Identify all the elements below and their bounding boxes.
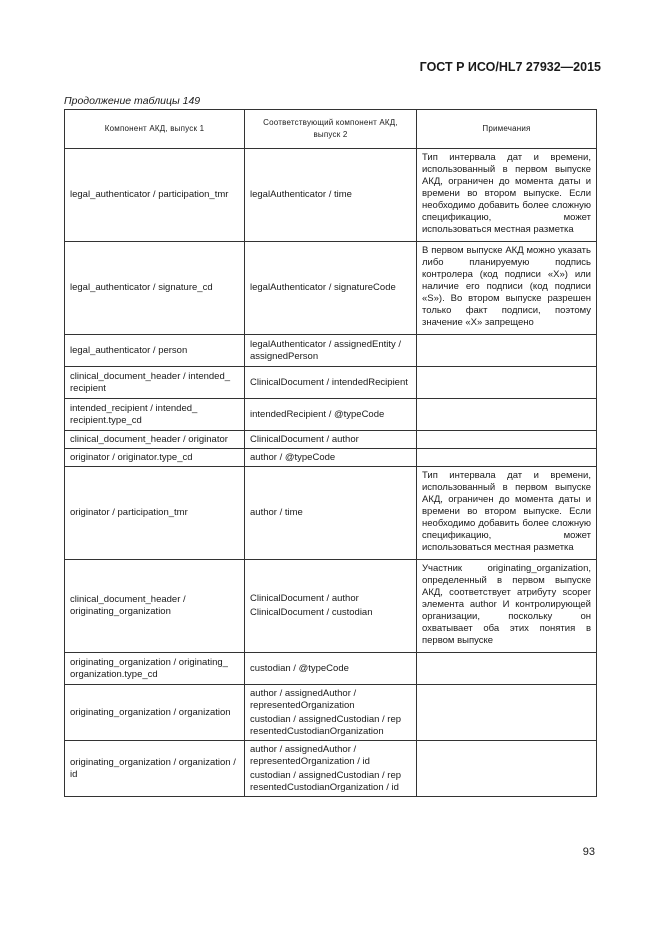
table-row <box>65 741 597 797</box>
column-header: Компонент АКД, выпуск 1 <box>65 110 245 149</box>
component-v1-cell: legal_authenticator / person <box>65 335 245 367</box>
component-v2-line: legalAuthenticator / assignedEntity / assignedPerson <box>250 338 402 362</box>
component-v2-cell <box>245 467 417 560</box>
table-row <box>65 367 597 399</box>
component-v2-line: ClinicalDocument / intendedRecipient <box>250 376 408 388</box>
component-v1-cell: originating_organization / originating_ organization.type_cd <box>65 653 245 685</box>
component-v2-cell <box>245 335 417 367</box>
component-v2-cell <box>245 685 417 741</box>
mapping-table <box>64 109 597 797</box>
component-v1-cell: legal_authenticator / participation_tmr <box>65 149 245 242</box>
component-v2-line: legalAuthenticator / time <box>250 189 352 200</box>
table-row <box>65 242 597 335</box>
note-cell: Тип интервала дат и времени, использованный в первом выпуске АКД, ограничен до момента даты и времени во втором выпуске. Если необходимо добавить более сложную спецификацию, может использоваться местная разметка <box>417 149 597 242</box>
table-row <box>65 467 597 560</box>
component-v2-cell <box>245 149 417 242</box>
table-row <box>65 449 597 467</box>
note-cell: В первом выпуске АКД можно указать либо планируемую подпись контролера (код подписи «X») или наличие его подписи (код подписи «S»). Во втором выпуске разрешен только факт подписи, поэтому значение «X» запрещено <box>417 242 597 335</box>
note-cell <box>417 431 597 449</box>
note-cell <box>417 399 597 431</box>
component-v2-cell <box>245 653 417 685</box>
component-v2-cell <box>245 431 417 449</box>
component-v1-cell: originating_organization / organization / id <box>65 741 245 797</box>
component-v1-cell: originator / originator.type_cd <box>65 449 245 467</box>
component-v2-line: author / assignedAuthor / representedOrganization / id <box>250 743 370 767</box>
component-v2-line: legalAuthenticator / signatureCode <box>250 282 396 293</box>
component-v2-cell <box>245 242 417 335</box>
component-v1-cell: legal_authenticator / signature_cd <box>65 242 245 335</box>
page-number: 93 <box>582 846 595 858</box>
table-row <box>65 685 597 741</box>
note-cell <box>417 335 597 367</box>
column-header: Соответствующий компонент АКД, выпуск 2 <box>245 110 417 149</box>
component-v1-cell: intended_recipient / intended_ recipient.type_cd <box>65 399 245 431</box>
component-v2-line: author / time <box>250 507 303 518</box>
column-header: Примечания <box>417 110 597 149</box>
table-row <box>65 399 597 431</box>
component-v1-cell: originator / participation_tmr <box>65 467 245 560</box>
component-v2-line: custodian / @typeCode <box>250 662 349 674</box>
table-continuation-caption: Продолжение таблицы 149 <box>64 95 201 107</box>
note-cell <box>417 653 597 685</box>
note-cell: Участник originating_organization, определенный в первом выпуске АКД, соответствует атрибуту scoper элемента author И контролирующей организации, поскольку он охватывает оба этих понятия в первом выпуске <box>417 560 597 653</box>
component-v2-line: custodian / assignedCustodian / rep resentedCustodianOrganization <box>250 713 402 737</box>
note-cell: Тип интервала дат и времени, использованный в первом выпуске АКД, ограничен до момента даты и времени во втором выпуске. Если необходимо добавить более сложную спецификацию, может использоваться местная разметка <box>417 467 597 560</box>
table-row <box>65 149 597 242</box>
component-v1-cell: originating_organization / organization <box>65 685 245 741</box>
document-standard-header: ГОСТ Р ИСО/HL7 27932—2015 <box>419 60 601 74</box>
component-v2-cell <box>245 560 417 653</box>
component-v2-line: custodian / assignedCustodian / rep resentedCustodianOrganization / id <box>250 769 402 793</box>
component-v2-cell <box>245 741 417 797</box>
note-cell <box>417 741 597 797</box>
component-v1-cell: clinical_document_header / originating_organization <box>65 560 245 653</box>
component-v2-line: ClinicalDocument / custodian <box>250 607 373 618</box>
component-v2-line: ClinicalDocument / author <box>250 433 359 445</box>
table-row <box>65 560 597 653</box>
component-v1-cell: clinical_document_header / intended_ recipient <box>65 367 245 399</box>
note-cell <box>417 685 597 741</box>
note-cell <box>417 449 597 467</box>
table-header-row <box>65 110 597 149</box>
component-v2-cell <box>245 449 417 467</box>
component-v2-line: author / assignedAuthor / representedOrganization <box>250 687 357 711</box>
table-row <box>65 653 597 685</box>
component-v2-line: ClinicalDocument / author <box>250 593 359 604</box>
note-cell <box>417 367 597 399</box>
component-v2-line: author / @typeCode <box>250 451 336 463</box>
table-row <box>65 431 597 449</box>
component-v1-cell: clinical_document_header / originator <box>65 431 245 449</box>
component-v2-cell <box>245 367 417 399</box>
table-row <box>65 335 597 367</box>
component-v2-line: intendedRecipient / @typeCode <box>250 408 385 420</box>
component-v2-cell <box>245 399 417 431</box>
